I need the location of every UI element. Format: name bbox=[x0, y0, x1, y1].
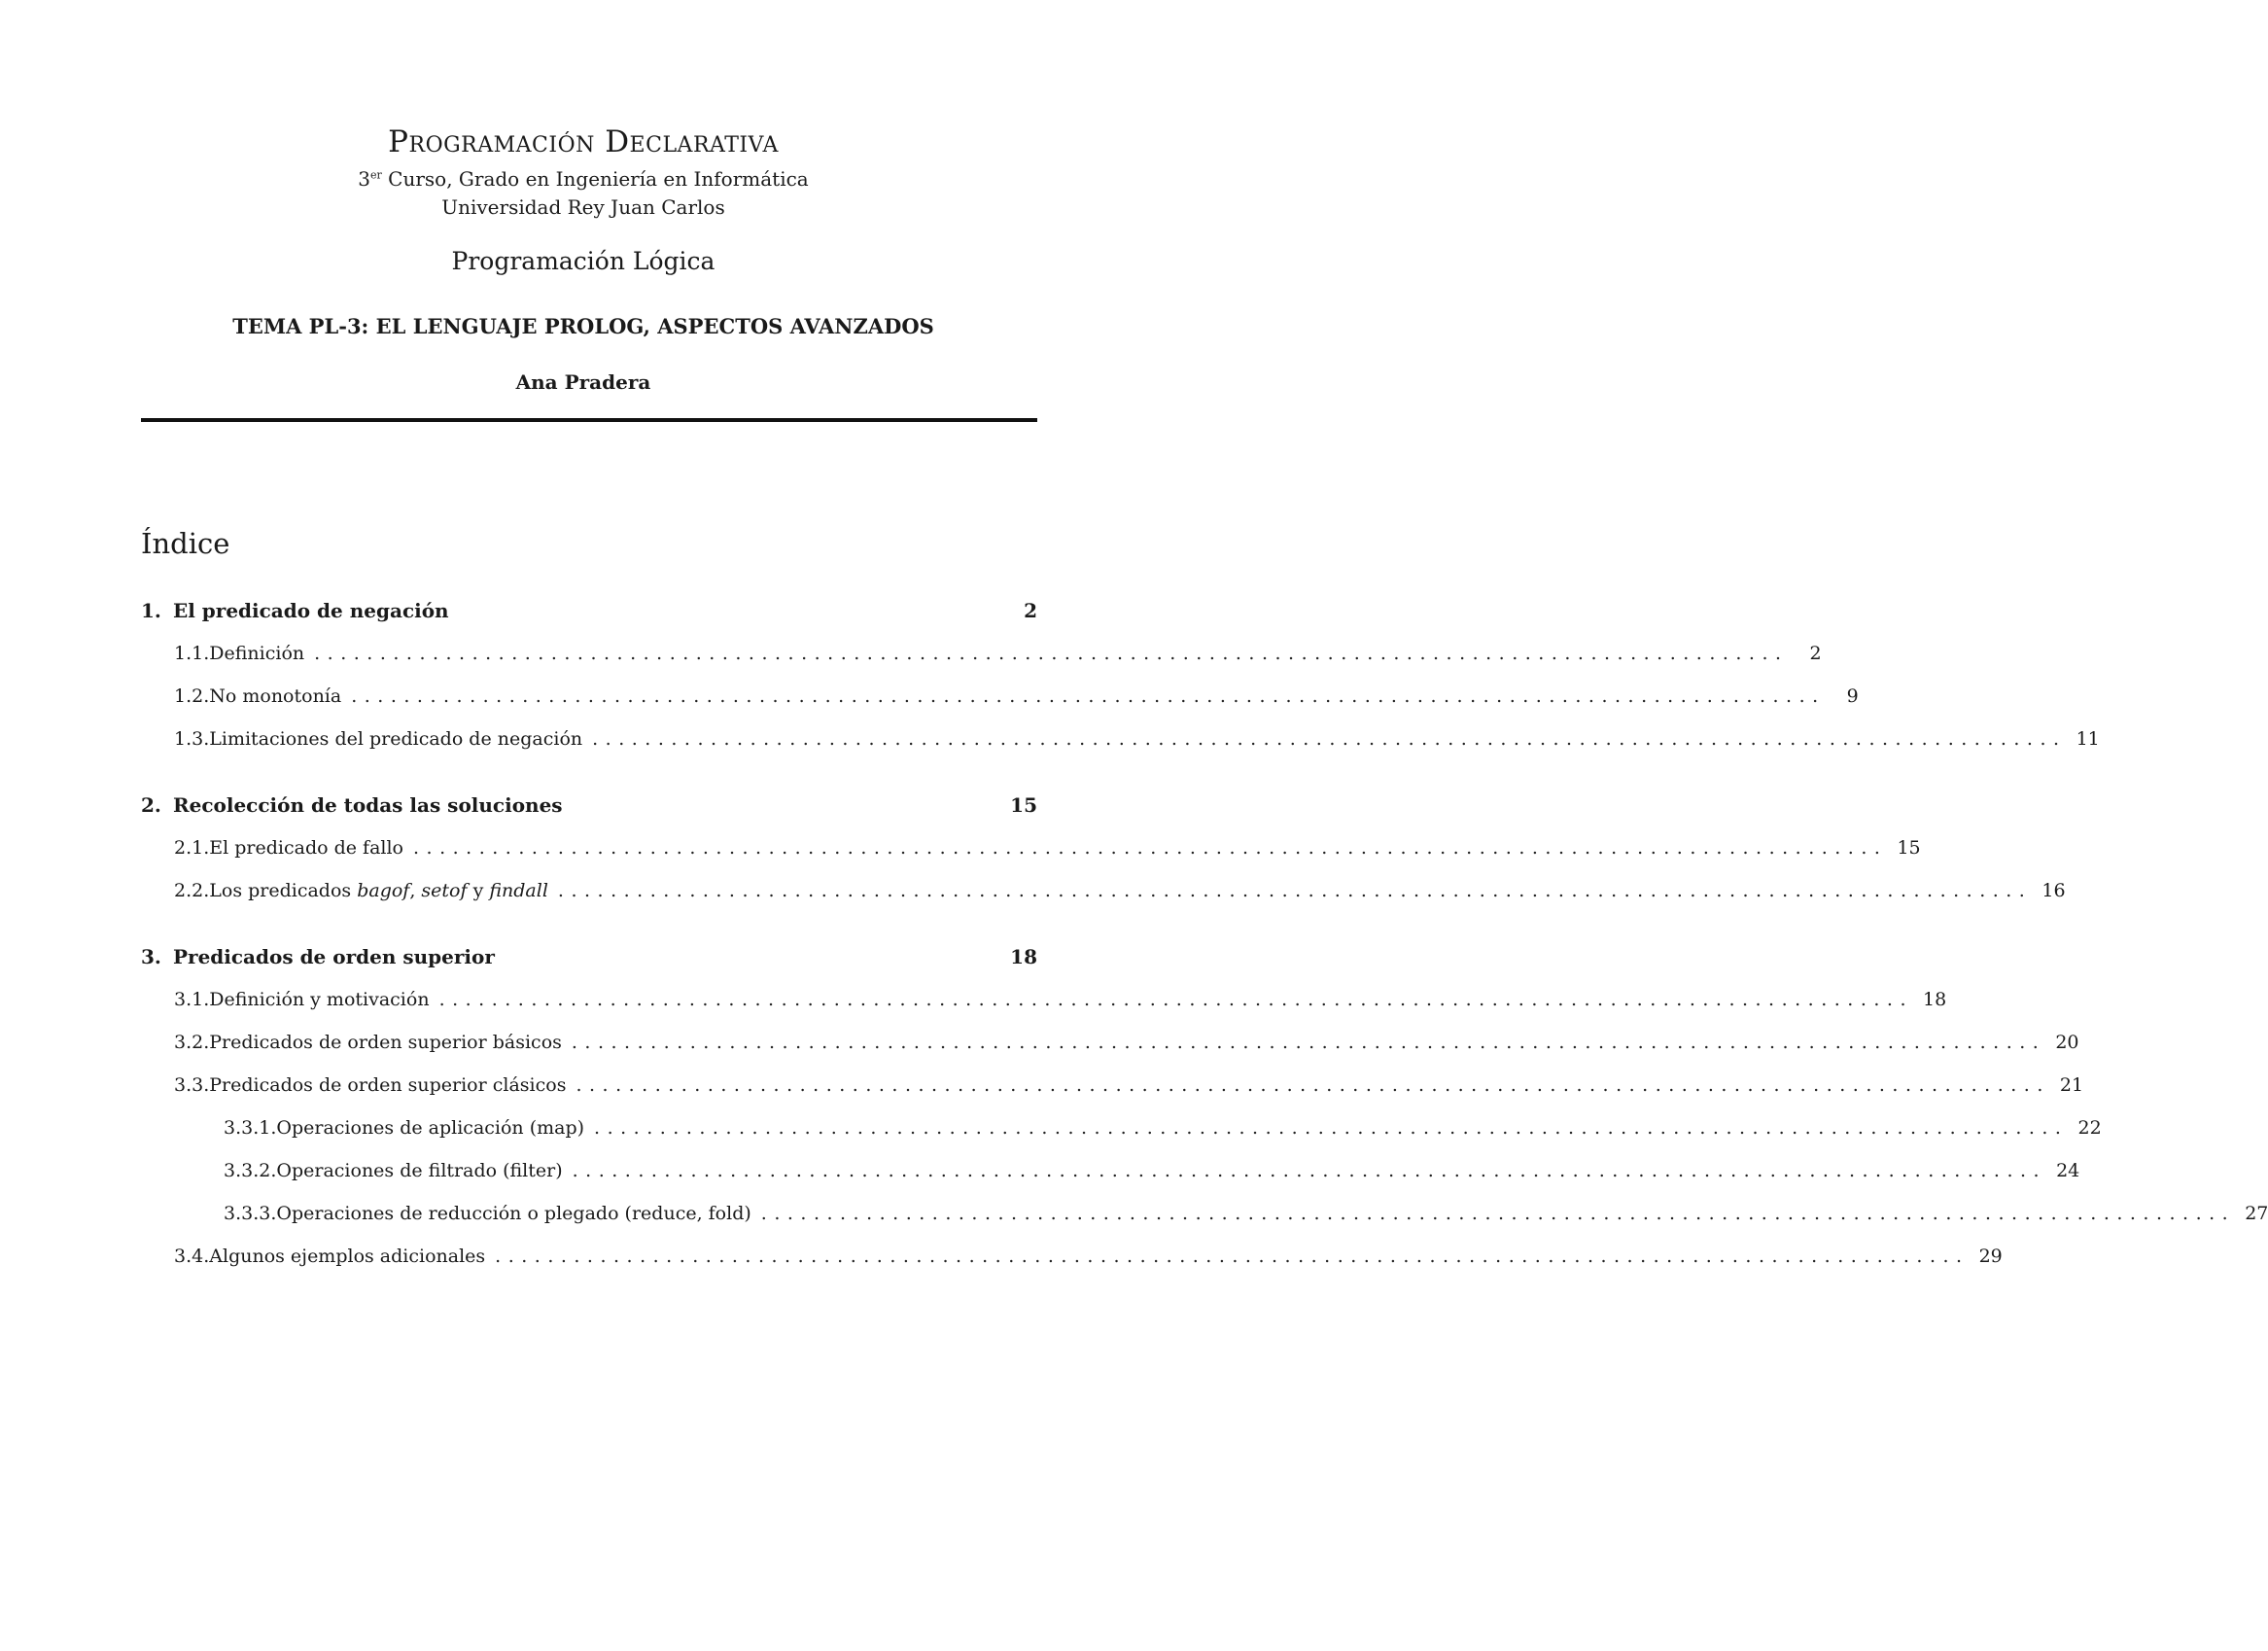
toc-section-label: Recolección de todas las soluciones bbox=[173, 793, 563, 817]
toc-section-1[interactable] bbox=[141, 599, 1037, 626]
toc-page-number: 24 bbox=[2056, 1160, 2080, 1181]
toc-entry-number: 3.3.2. bbox=[224, 1160, 277, 1181]
toc-leader: ................................................................................................................ bbox=[495, 1246, 1970, 1267]
toc-page-number: 11 bbox=[2076, 728, 2100, 750]
toc-entry-number: 1.2. bbox=[174, 685, 210, 707]
toc-leader: ................................................................................................................ bbox=[760, 1203, 2236, 1224]
toc-leader: ................................................................................................................ bbox=[592, 728, 2067, 750]
toc-leader: ................................................................................................................ bbox=[571, 1032, 2046, 1053]
toc-page-number: 2 bbox=[1809, 643, 1822, 664]
toc-page-number: 20 bbox=[2055, 1032, 2079, 1053]
toc-page-number: 2 bbox=[1024, 599, 1037, 622]
course-year: 3 bbox=[358, 167, 370, 191]
toc-entry-number: 3.2. bbox=[174, 1032, 210, 1053]
toc-entry-3-3-2[interactable] bbox=[141, 1160, 2080, 1187]
toc-page-number: 9 bbox=[1846, 685, 1859, 707]
area-title: Programación Lógica bbox=[451, 247, 715, 275]
toc-entry-3-3-1[interactable] bbox=[141, 1117, 2102, 1144]
toc-entry-label: Operaciones de aplicación (map) bbox=[276, 1117, 585, 1139]
toc-entry-label: Definición bbox=[209, 643, 305, 664]
toc-entry-number: 3.3.1. bbox=[224, 1117, 277, 1139]
toc-leader: ................................................................................................................ bbox=[594, 1117, 2069, 1139]
toc-section-number: 2. bbox=[141, 793, 161, 817]
toc-page-number: 22 bbox=[2077, 1117, 2102, 1139]
toc-entry-number: 1.3. bbox=[174, 728, 210, 750]
toc-entry-number: 3.3. bbox=[174, 1074, 210, 1096]
toc-entry-1-3[interactable] bbox=[141, 728, 2100, 755]
toc-entry-label: El predicado de fallo bbox=[209, 837, 403, 859]
toc-page-number: 18 bbox=[1923, 989, 1947, 1010]
toc-entry-label-separator: , bbox=[409, 880, 422, 901]
toc-entry-label: Algunos ejemplos adicionales bbox=[209, 1246, 486, 1267]
toc-entry-3-3[interactable] bbox=[141, 1074, 2084, 1102]
topic-title: TEMA PL-3: EL LENGUAJE PROLOG, ASPECTOS AVANZADOS bbox=[232, 314, 934, 338]
toc-section-3[interactable] bbox=[141, 945, 1037, 972]
course-title: Programación Declarativa bbox=[388, 124, 779, 159]
toc-leader: ................................................................................................................ bbox=[572, 1160, 2047, 1181]
toc-entry-label: Predicados de orden superior básicos bbox=[209, 1032, 562, 1053]
toc-entry-3-4[interactable] bbox=[141, 1246, 2003, 1273]
toc-page-number: 29 bbox=[1978, 1246, 2003, 1267]
toc-entry-1-1[interactable] bbox=[141, 643, 1822, 670]
toc-page-number: 27 bbox=[2245, 1203, 2268, 1224]
toc-page-number: 18 bbox=[1010, 945, 1037, 968]
toc-entry-label: Operaciones de reducción o plegado (reduce, fold) bbox=[276, 1203, 751, 1224]
toc-entry-number: 3.1. bbox=[174, 989, 210, 1010]
toc-entry-label-findall: findall bbox=[489, 880, 548, 901]
course-year-suffix: er bbox=[370, 168, 382, 182]
toc-page-number: 16 bbox=[2041, 880, 2066, 901]
toc-page-number: 21 bbox=[2059, 1074, 2084, 1096]
toc-title: Índice bbox=[141, 527, 230, 560]
toc-entry-number: 3.3.3. bbox=[224, 1203, 277, 1224]
toc-entry-3-2[interactable] bbox=[141, 1032, 2079, 1059]
toc-entry-1-2[interactable] bbox=[141, 685, 1859, 713]
toc-entry-number: 2.2. bbox=[174, 880, 210, 901]
toc-leader: ................................................................................................................ bbox=[351, 685, 1826, 707]
toc-entry-2-2[interactable] bbox=[141, 880, 2066, 907]
university: Universidad Rey Juan Carlos bbox=[441, 195, 725, 219]
title-divider bbox=[141, 418, 1037, 422]
toc-section-label: Predicados de orden superior bbox=[173, 945, 495, 968]
toc-leader: ................................................................................................................ bbox=[438, 989, 1913, 1010]
toc-page-number: 15 bbox=[1010, 793, 1037, 817]
toc-entry-label-setof: setof bbox=[421, 880, 468, 901]
toc-entry-label: Limitaciones del predicado de negación bbox=[209, 728, 583, 750]
toc-entry-3-1[interactable] bbox=[141, 989, 1947, 1016]
toc-entry-label-separator: y bbox=[467, 880, 490, 901]
toc-entry-label-prefix: Los predicados bbox=[209, 880, 358, 901]
toc-entry-3-3-3[interactable] bbox=[141, 1203, 2268, 1230]
toc-entry-number: 3.4. bbox=[174, 1246, 210, 1267]
toc-entry-label-bagof: bagof bbox=[357, 880, 410, 901]
toc-entry-number: 2.1. bbox=[174, 837, 210, 859]
author: Ana Pradera bbox=[515, 370, 651, 394]
toc-leader: ................................................................................................................ bbox=[314, 643, 1789, 664]
toc-leader: ................................................................................................................ bbox=[557, 880, 2033, 901]
toc-section-number: 1. bbox=[141, 599, 161, 622]
toc-entry-label: Predicados de orden superior clásicos bbox=[209, 1074, 567, 1096]
toc-leader: ................................................................................................................ bbox=[576, 1074, 2050, 1096]
toc-entry-number: 1.1. bbox=[174, 643, 210, 664]
toc-section-2[interactable] bbox=[141, 793, 1037, 821]
course-description: Curso, Grado en Ingeniería en Informática bbox=[381, 167, 809, 191]
toc-section-number: 3. bbox=[141, 945, 161, 968]
toc-entry-label: Definición y motivación bbox=[209, 989, 430, 1010]
course-line bbox=[0, 167, 1167, 191]
toc-entry-label: Operaciones de filtrado (filter) bbox=[276, 1160, 563, 1181]
toc-entry-label bbox=[209, 880, 548, 901]
toc-entry-label: No monotonía bbox=[209, 685, 342, 707]
toc-leader: ................................................................................................................ bbox=[413, 837, 1888, 859]
toc-page-number: 15 bbox=[1897, 837, 1921, 859]
toc-section-label: El predicado de negación bbox=[173, 599, 449, 622]
toc-entry-2-1[interactable] bbox=[141, 837, 1921, 864]
